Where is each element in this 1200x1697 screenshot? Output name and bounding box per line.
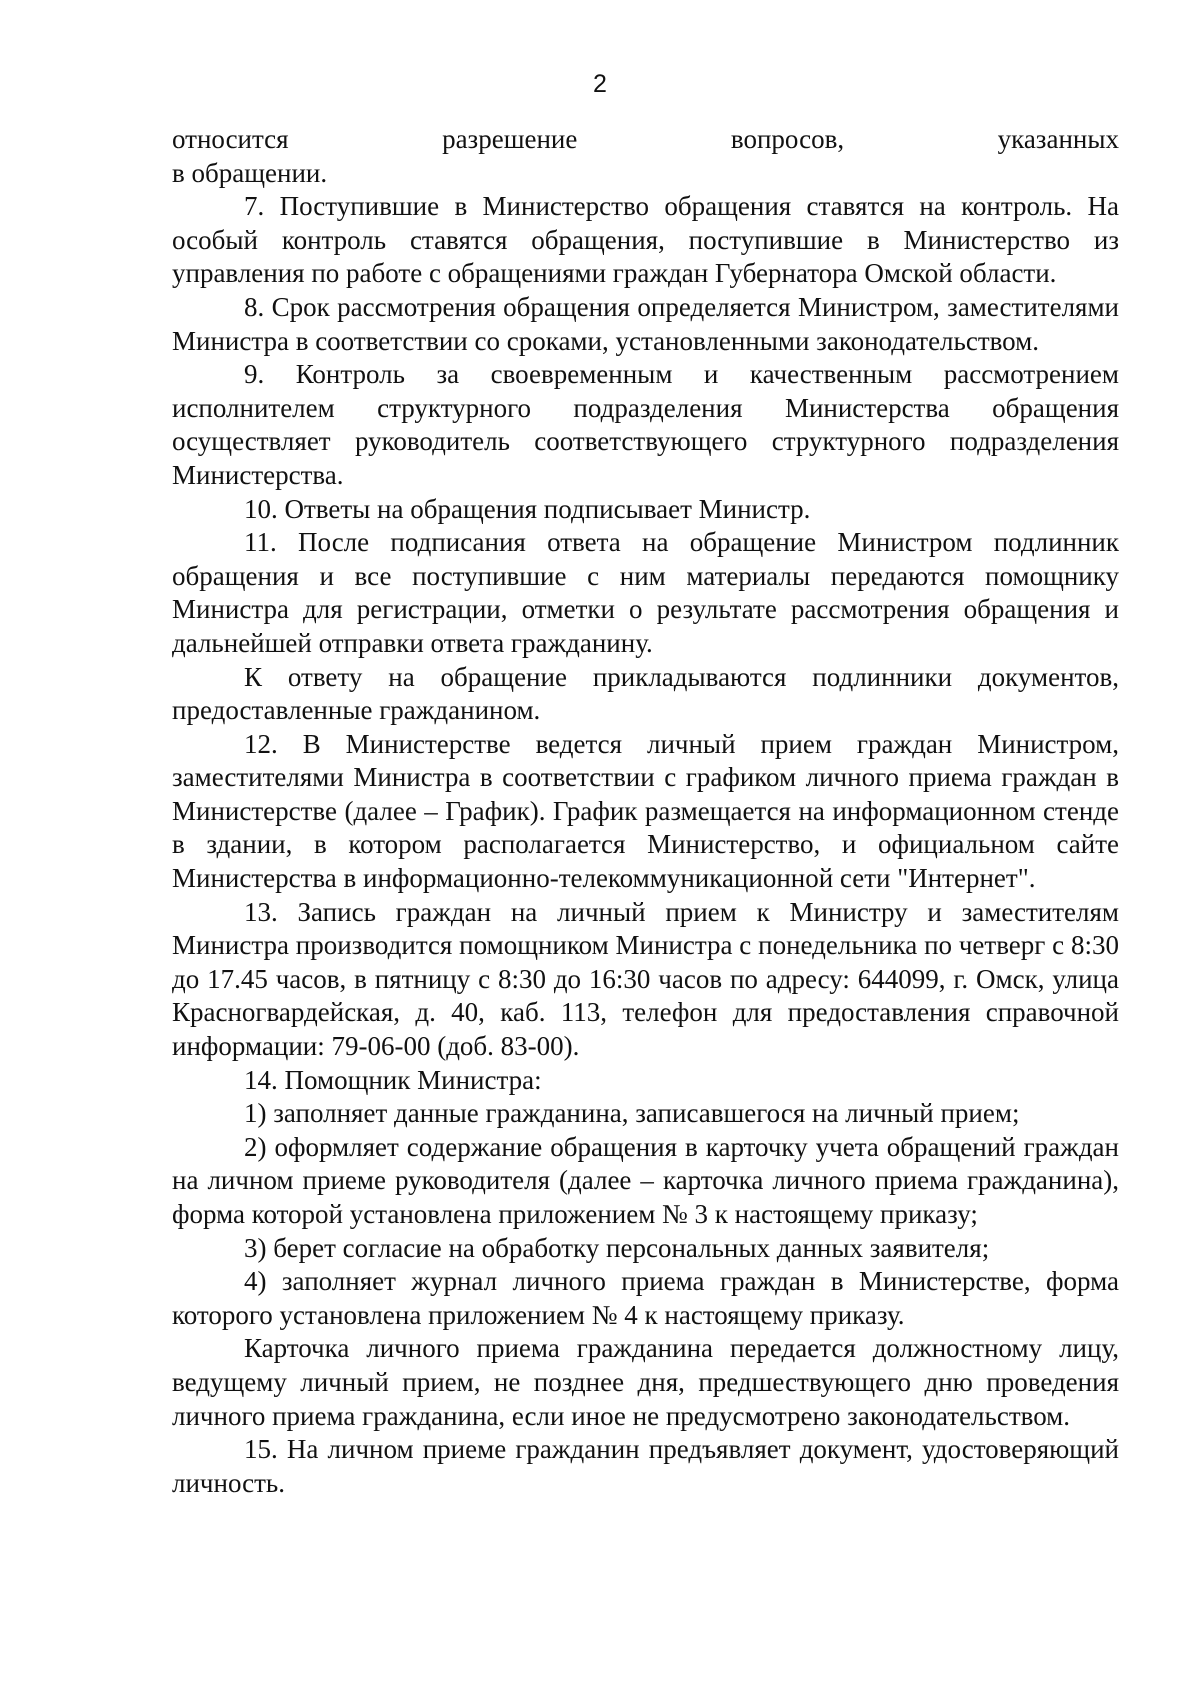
paragraph: 14. Помощник Министра: — [244, 1064, 542, 1095]
paragraph: 12. В Министерстве ведется личный прием граждан Министром, заместителями Министра в соответствии с графиком личного приема граждан в Министерстве (далее – График). График размещается на информационном стенде в здании, в котором располагается Министерство, и официальном сайте Министерства в информационно-телекоммуникационной сети "Интернет". — [172, 728, 1119, 894]
paragraph: К ответу на обращение прикладываются подлинники документов, предоставленные гражданином. — [172, 661, 1119, 726]
document-body — [172, 123, 1119, 1500]
paragraph: 2) оформляет содержание обращения в карточку учета обращений граждан на личном приеме руководителя (далее – карточка личного приема гражданина), форма которой установлена приложением № 3 к настоящему приказу; — [172, 1131, 1119, 1229]
paragraph: 8. Срок рассмотрения обращения определяется Министром, заместителями Министра в соответствии со сроками, установленными законодательством. — [172, 291, 1119, 356]
page-number: 2 — [593, 70, 607, 98]
paragraph: в обращении. — [172, 157, 328, 188]
paragraph: Карточка личного приема гражданина передается должностному лицу, ведущему личный прием, не позднее дня, предшествующего дню проведения личного приема гражданина, если иное не предусмотрено законодательством. — [172, 1333, 1119, 1431]
paragraph: 3) берет согласие на обработку персональных данных заявителя; — [244, 1232, 990, 1263]
paragraph: 4) заполняет журнал личного приема граждан в Министерстве, форма которого установлена приложением № 4 к настоящему приказу. — [172, 1266, 1119, 1330]
paragraph: 7. Поступившие в Министерство обращения ставятся на контроль. На особый контроль ставятся обращения, поступившие в Министерство из управления по работе с обращениями граждан Губернатора Омской области. — [172, 191, 1119, 289]
paragraph: 15. На личном приеме гражданин предъявляет документ, удостоверяющий личность. — [172, 1434, 1119, 1498]
paragraph: 13. Запись граждан на личный прием к Министру и заместителям Министра производится помощником Министра с понедельника по четверг с 8:30 до 17.45 часов, в пятницу с 8:30 до 16:30 часов по адресу: 644099, г. Омск, улица Красногвардейская, д. 40, каб. 113, телефон для предоставления справочной информации: 79-06-00 (доб. 83-00). — [172, 896, 1119, 1062]
paragraph: 10. Ответы на обращения подписывает Министр. — [244, 493, 811, 524]
paragraph: 11. После подписания ответа на обращение Министром подлинник обращения и все поступившие с ним материалы передаются помощнику Министра для регистрации, отметки о результате рассмотрения обращения и дальнейшей отправки ответа гражданину. — [172, 527, 1119, 658]
paragraph: 1) заполняет данные гражданина, записавшегося на личный прием; — [244, 1098, 1020, 1129]
paragraph: 9. Контроль за своевременным и качественным рассмотрением исполнителем структурного подразделения Министерства обращения осуществляет руководитель соответствующего структурного подразделения Министерства. — [172, 359, 1119, 490]
paragraph: относится разрешение вопросов, указанных — [172, 124, 1119, 154]
